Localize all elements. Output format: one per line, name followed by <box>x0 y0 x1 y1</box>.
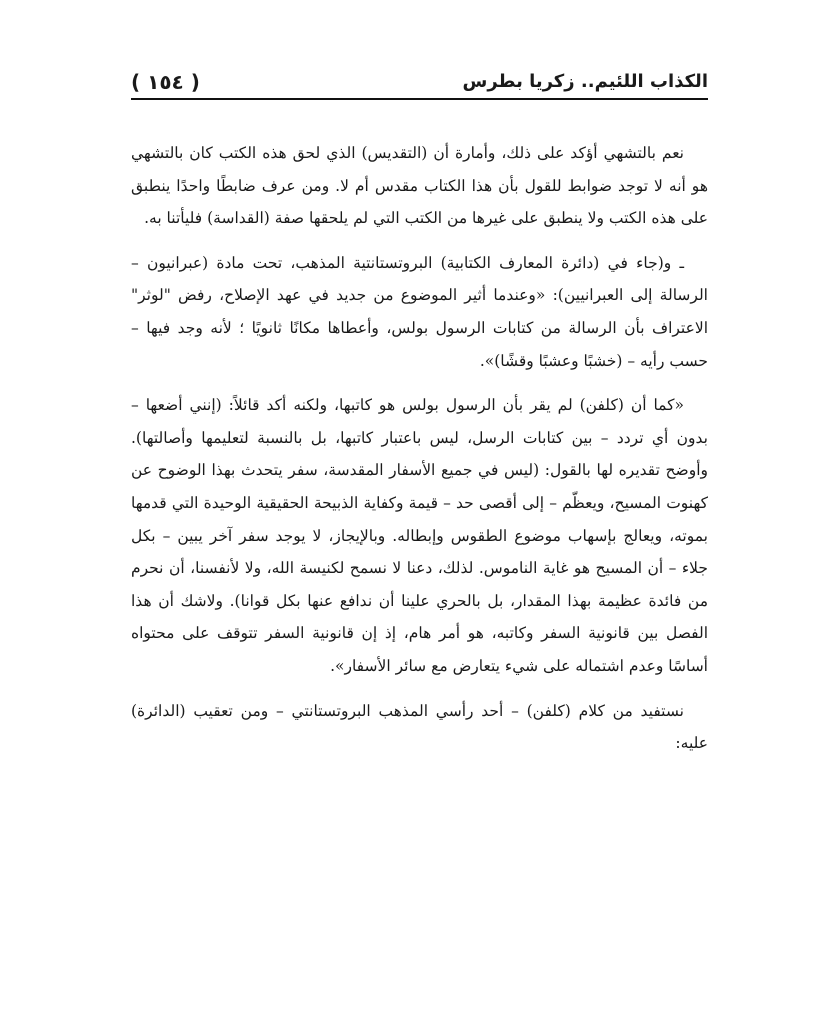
paragraph: نعم بالتشهي أؤكد على ذلك، وأمارة أن (التقديس) الذي لحق هذه الكتب كان بالتشهي هو أنه لا توجد ضوابط للقول بأن هذا الكتاب مقدس أم لا. ومن عرف ضابطًا واحدًا ينطبق على هذه الكتب ولا ينطبق على غيرها من الكتب التي لم يلحقها صفة (القداسة) فليأتنا به. <box>131 144 708 228</box>
paragraph: نستفيد من كلام (كلفن) – أحد رأسي المذهب البروتستانتي – ومن تعقيب (الدائرة) عليه: <box>131 701 708 753</box>
body-text <box>131 137 708 772</box>
page-number: ( ١٥٤ ) <box>131 70 200 94</box>
page-header <box>131 68 708 96</box>
paragraph: «كما أن (كلفن) لم يقر بأن الرسول بولس هو كاتبها، ولكنه أكد قائلاً: (إنني أضعها – بدون أي تردد – بين كتابات الرسل، ليس باعتبار كاتبها، بل بالنسبة لتعليمها وأصالتها). وأوضح تقديره لها بالقول: (ليس في جميع الأسفار المقدسة، سفر يتحدث بهذا الوضوح عن كهنوت المسيح، ويعظّم – إلى أقصى حد – قيمة وكفاية الذبيحة الحقيقية الوحيدة التي قدمها بموته، ويعالج بإسهاب موضوع الطقوس وإبطاله. وبالإيجاز، لا يوجد سفر آخر يبين – بكل جلاء – أن المسيح هو غاية الناموس. لذلك، دعنا لا نسمح لكنيسة الله، ولا لأنفسنا، أن نحرم من فائدة عظيمة بهذا المقدار، بل بالحري علينا أن ندافع عنها بكل قوانا). ولاشك أن هذا الفصل بين قانونية السفر وكاتبه، هو أمر هام، إذ إن قانونية السفر تتوقف على محتواه أساسًا وعدم اشتماله على شيء يتعارض مع سائر الأسفار». <box>131 396 708 675</box>
running-title: الكذاب اللئيم.. زكريا بطرس <box>462 71 708 92</box>
paragraph: ـ و(جاء في (دائرة المعارف الكتابية) البروتستانتية المذهب، تحت مادة (عبرانيون – الرسالة إلى العبرانيين): «وعندما أثير الموضوع من جديد في عهد الإصلاح، رفض "لوثر" الاعتراف بأن الرسالة من كتابات الرسول بولس، وأعطاها مكانًا ثانويًا ؛ لأنه وجد فيها – حسب رأيه – (خشبًا وعشبًا وقشًا)». <box>131 253 708 370</box>
header-divider <box>131 98 708 100</box>
